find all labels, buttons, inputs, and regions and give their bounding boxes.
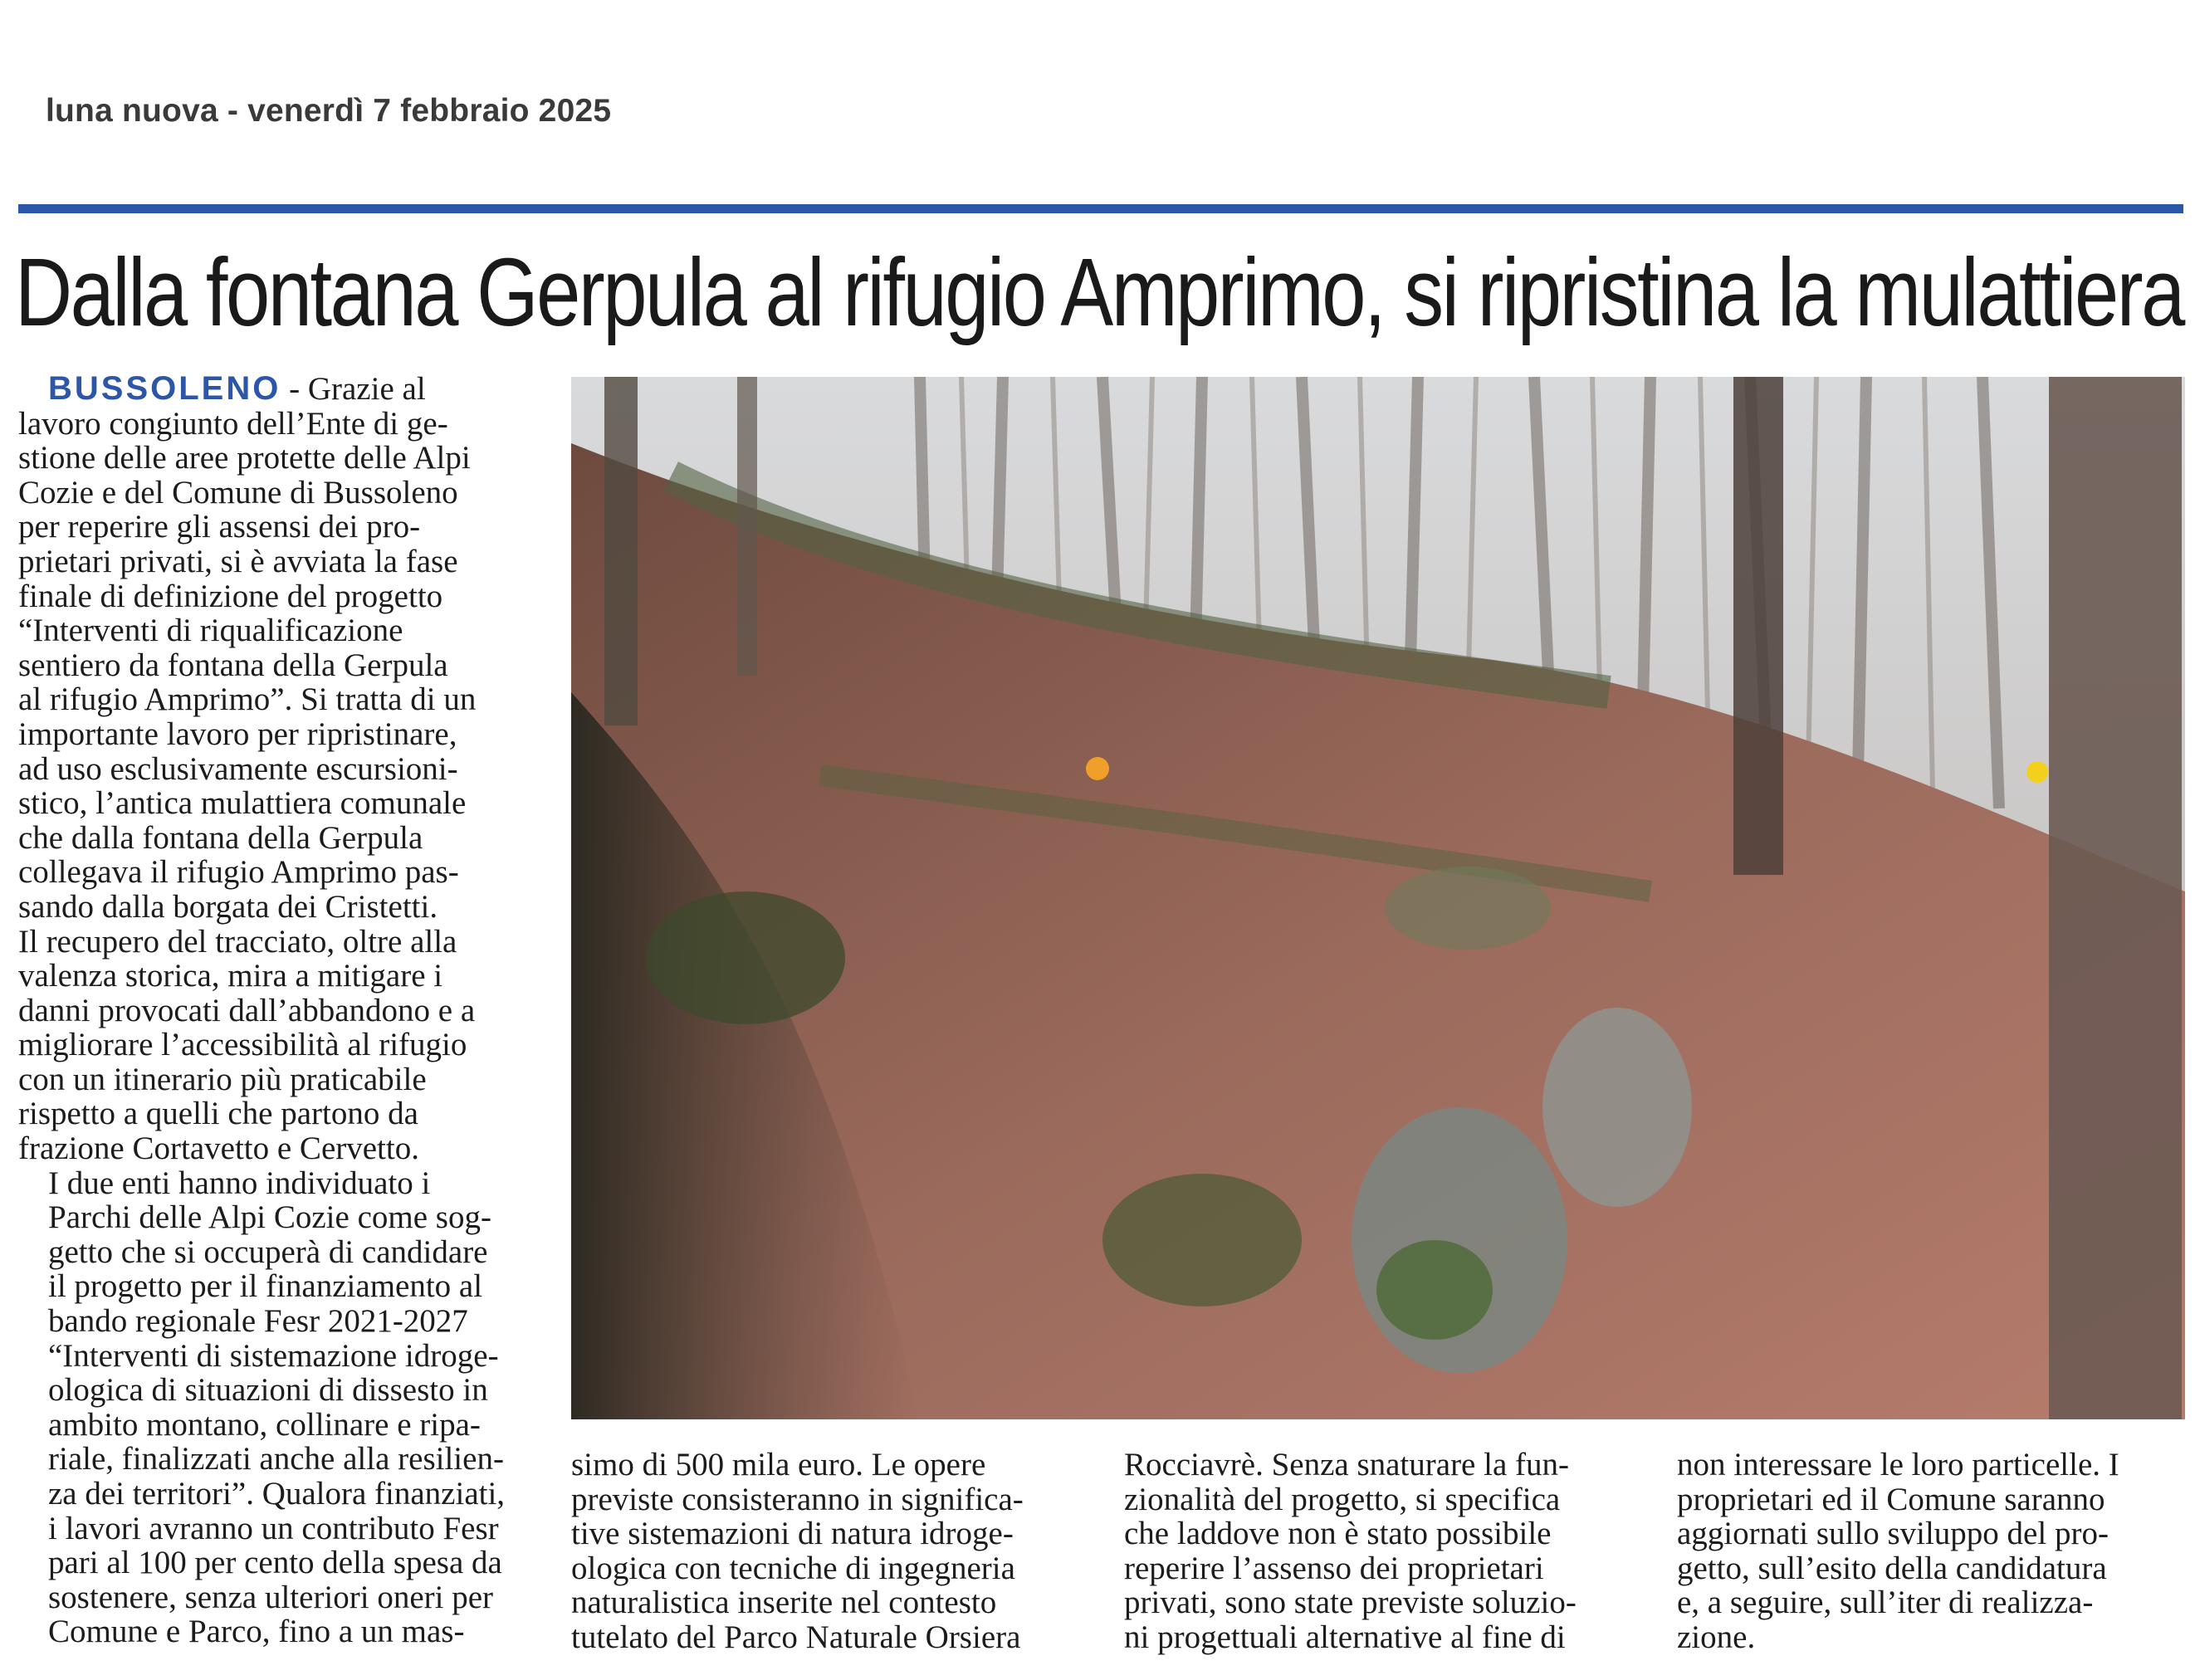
article-paragraph-2: I due enti hanno individuato i Parchi delle Alpi Cozie come sog- getto che si occuperà di candidare il progetto per il finanziamento al bando regionale Fesr 2021-2027 “Interventi di sistemazione idroge- ologica di situazioni di dissesto in ambito montano, collinare e ripa- riale, finalizzati anche alla resilien- za dei territori”. Qualora finanziati, i lavori avranno un contributo Fesr pari al 100 per cento della spesa da sostenere, senza ulteriori oneri per Comune e Parco, fino a un mas- bbox=[48, 1165, 506, 1650]
header-rule bbox=[18, 204, 2183, 213]
publication-dateline: luna nuova - venerdì 7 febbraio 2025 bbox=[46, 93, 612, 129]
article-column-2: simo di 500 mila euro. Le opere previste consisteranno in significa- tive sistemazioni di natura idroge- ologica con tecniche di ingegneria naturalistica inserite nel contesto tutelato del Parco Naturale Orsiera bbox=[571, 1447, 1024, 1655]
article-photo bbox=[571, 377, 2185, 1419]
article-paragraph-1 bbox=[18, 372, 526, 1166]
article-column-4: non interessare le loro particelle. I proprietari ed il Comune saranno aggiornati sullo sviluppo del pro- getto, sull’esito della candidatura e, a seguire, sull’iter di realizza- zione. bbox=[1677, 1447, 2119, 1655]
forest-trail-photo bbox=[571, 377, 2185, 1419]
article-headline: Dalla fontana Gerpula al rifugio Amprimo, si ripristina la mulattiera bbox=[15, 238, 2183, 346]
article-kicker: BUSSOLENO bbox=[48, 370, 281, 407]
article-column-1 bbox=[18, 372, 526, 1668]
article-column-3: Rocciavrè. Senza snaturare la fun- zionalità del progetto, si specifica che laddove non è stato possibile reperire l’assenso dei proprietari privati, sono state previste soluzio- ni progettuali alternative al fine di bbox=[1124, 1447, 1577, 1655]
article-paragraph-1-text: - Grazie al lavoro congiunto dell’Ente di ge- stione delle aree protette delle Alpi Cozie e del Comune di Bussoleno per reperire gli assensi dei pro- prietari privati, si è avviata la fase finale di definizione del progetto “Interventi di riqualificazione sentiero da fontana della Gerpula al rifugio Amprimo”. Si tratta di un importante lavoro per ripristinare, ad uso esclusivamente escursioni- stico, l’antica mulattiera comunale che dalla fontana della Gerpula collegava il rifugio Amprimo pas- sando dalla borgata dei Cristetti. Il recupero del tracciato, oltre alla valenza storica, mira a mitigare i danni provocati dall’abbandono e a migliorare l’accessibilità al rifugio con un itinerario più praticabile rispetto a quelli che partono da frazione Cortavetto e Cervetto. bbox=[18, 371, 477, 1167]
